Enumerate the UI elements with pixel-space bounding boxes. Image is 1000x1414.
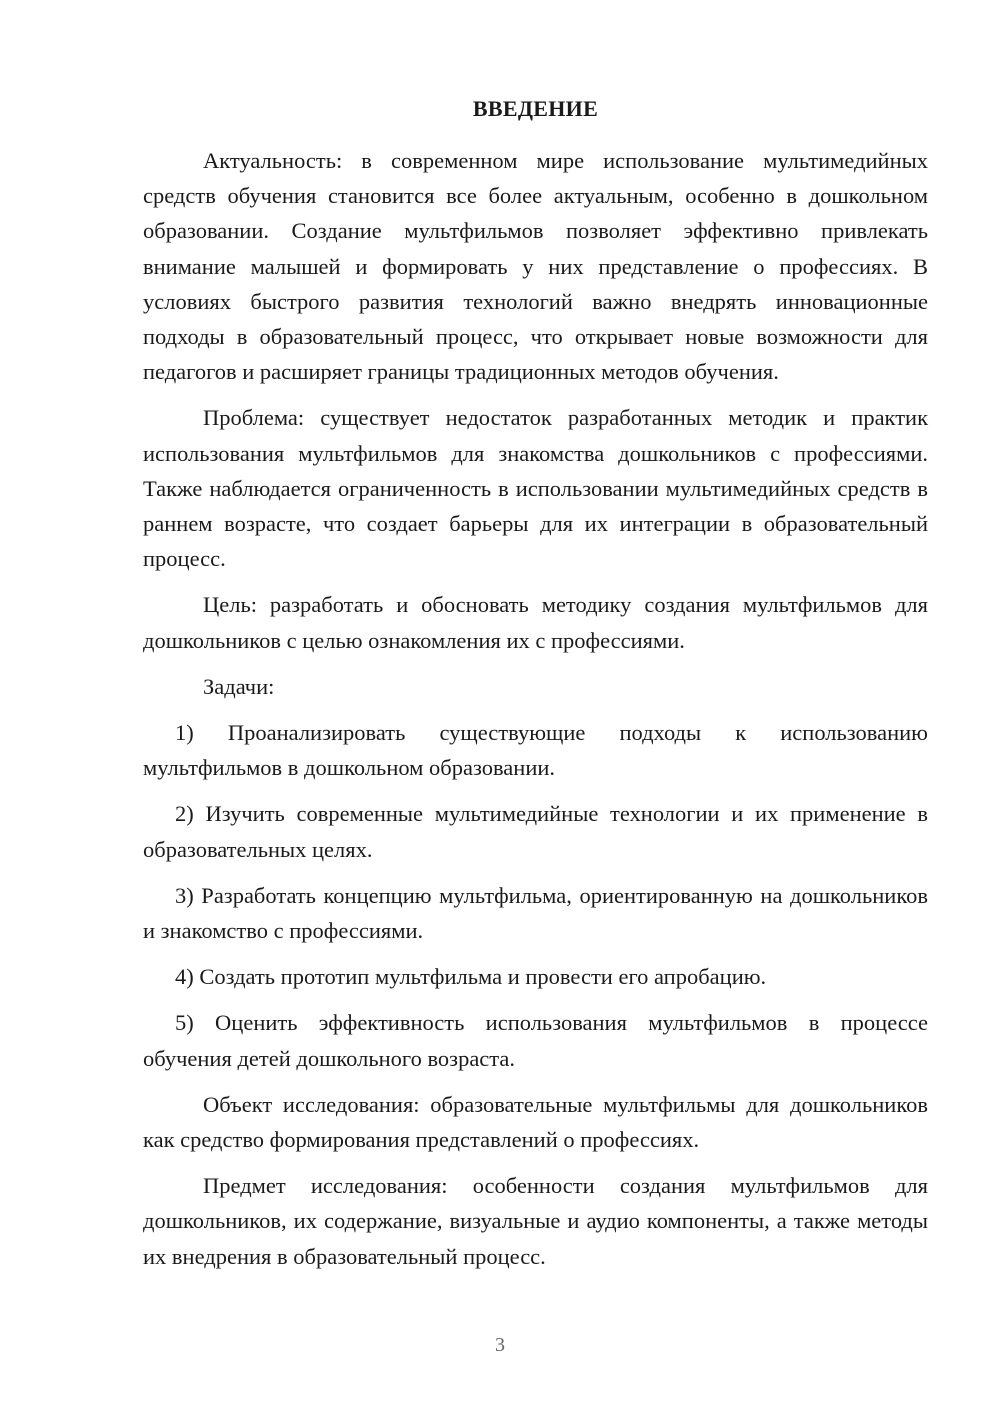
task-item-3: 3) Разработать концепцию мультфильма, ориентированную на дошкольников и знакомство с профессиями. (143, 882, 928, 944)
page-title: ВВЕДЕНИЕ (472, 96, 599, 121)
page-number: 3 (495, 1334, 505, 1356)
task-item-1: 1) Проанализировать существующие подходы к использованию мультфильмов в дошкольном образовании. (143, 720, 928, 781)
paragraph-goal: Цель: разработать и обосновать методику создания мультфильмов для дошкольников с целью ознакомления их с профессиями. (143, 592, 928, 653)
paragraph-subject: Предмет исследования: особенности создания мультфильмов для дошкольников, их содержание, визуальные и аудио компоненты, а также методы их внедрения в образовательный процесс. (143, 1173, 928, 1269)
paragraph-tasks-label: Задачи: (203, 673, 275, 699)
document-body (143, 143, 928, 1285)
paragraph-problem: Проблема: существует недостаток разработанных методик и практик использования мультфильмов для знакомства дошкольников с профессиями. Также наблюдается ограниченность в использовании мультимедийных средств в раннем возрасте, что создает барьеры для их интеграции в образовательный процесс. (143, 405, 928, 572)
paragraph-object: Объект исследования: образовательные мультфильмы для дошкольников как средство формирования представлений о профессиях. (143, 1091, 928, 1153)
task-item-4: 4) Создать прототип мультфильма и провести его апробацию. (175, 964, 767, 990)
task-item-2: 2) Изучить современные мультимедийные технологии и их применение в образовательных целях. (143, 801, 928, 862)
task-item-5: 5) Оценить эффективность использования мультфильмов в процессе обучения детей дошкольного возраста. (143, 1010, 928, 1071)
paragraph-relevance: Актуальность: в современном мире использование мультимедийных средств обучения становится все более актуальным, особенно в дошкольном образовании. Создание мультфильмов позволяет эффективно привлекать внимание малышей и формировать у них представление о профессиях. В условиях быстрого развития технологий важно внедрять инновационные подходы в образовательный процесс, что открывает новые возможности для педагогов и расширяет границы традиционных методов обучения. (143, 148, 928, 385)
